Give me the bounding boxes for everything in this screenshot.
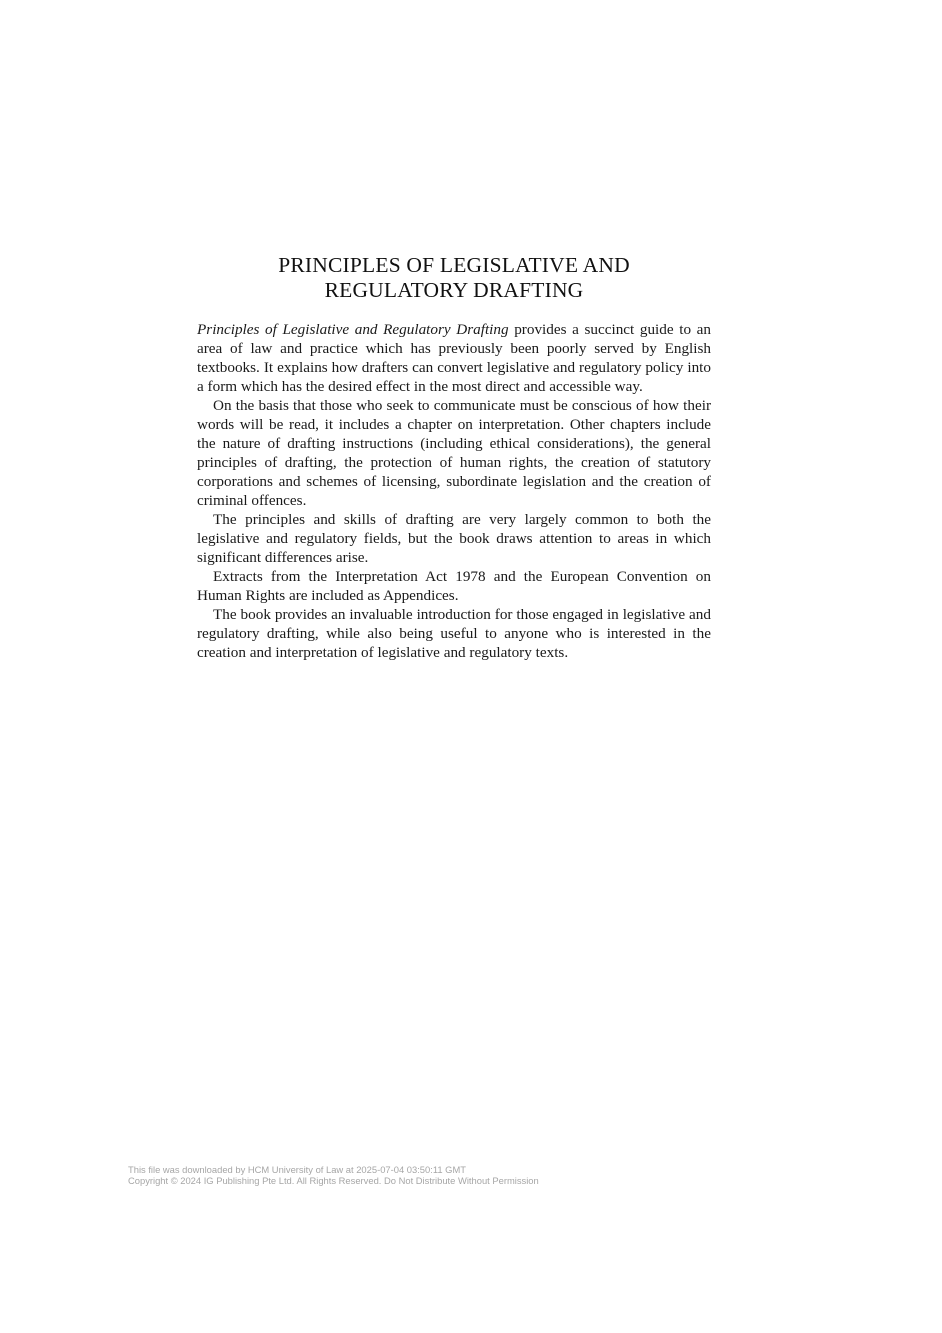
watermark-footer [128,1164,539,1186]
book-description [197,320,711,662]
title-line-2: REGULATORY DRAFTING [324,278,584,302]
download-notice: This file was downloaded by HCM University of Law at 2025-07-04 03:50:11 GMT [128,1164,467,1175]
paragraph-principles: The principles and skills of drafting are very largely common to both the legislative and regulatory fields, but the book draws attention to areas in which significant differences arise. [197,511,711,566]
paragraph-interpretation: On the basis that those who seek to communicate must be conscious of how their words will be read, it includes a chapter on interpretation. Other chapters include the nature of drafting instructions (including ethical considerations), the general principles of drafting, the protection of human rights, the creation of statutory corporations and schemes of licensing, subordinate legislation and the creation of criminal offences. [197,397,711,509]
book-title-italic: Principles of Legislative and Regulatory Drafting [197,321,509,338]
page-title [197,253,711,303]
paragraph-intro-text: provides a succinct guide to an area of law and practice which has previously been poorly served by English textbooks. It explains how drafters can convert legislative and regulatory policy into a form which has the desired effect in the most direct and accessible way. [197,321,711,395]
title-line-1: PRINCIPLES OF LEGISLATIVE AND [278,253,630,277]
paragraph-appendices: Extracts from the Interpretation Act 1978 and the European Convention on Human Rights are included as Appendices. [197,568,711,604]
paragraph-intro [197,320,711,396]
copyright-notice: Copyright © 2024 IG Publishing Pte Ltd. All Rights Reserved. Do Not Distribute Without Permission [128,1175,539,1186]
paragraph-conclusion: The book provides an invaluable introduction for those engaged in legislative and regulatory drafting, while also being useful to anyone who is interested in the creation and interpretation of legislative and regulatory texts. [197,606,711,661]
